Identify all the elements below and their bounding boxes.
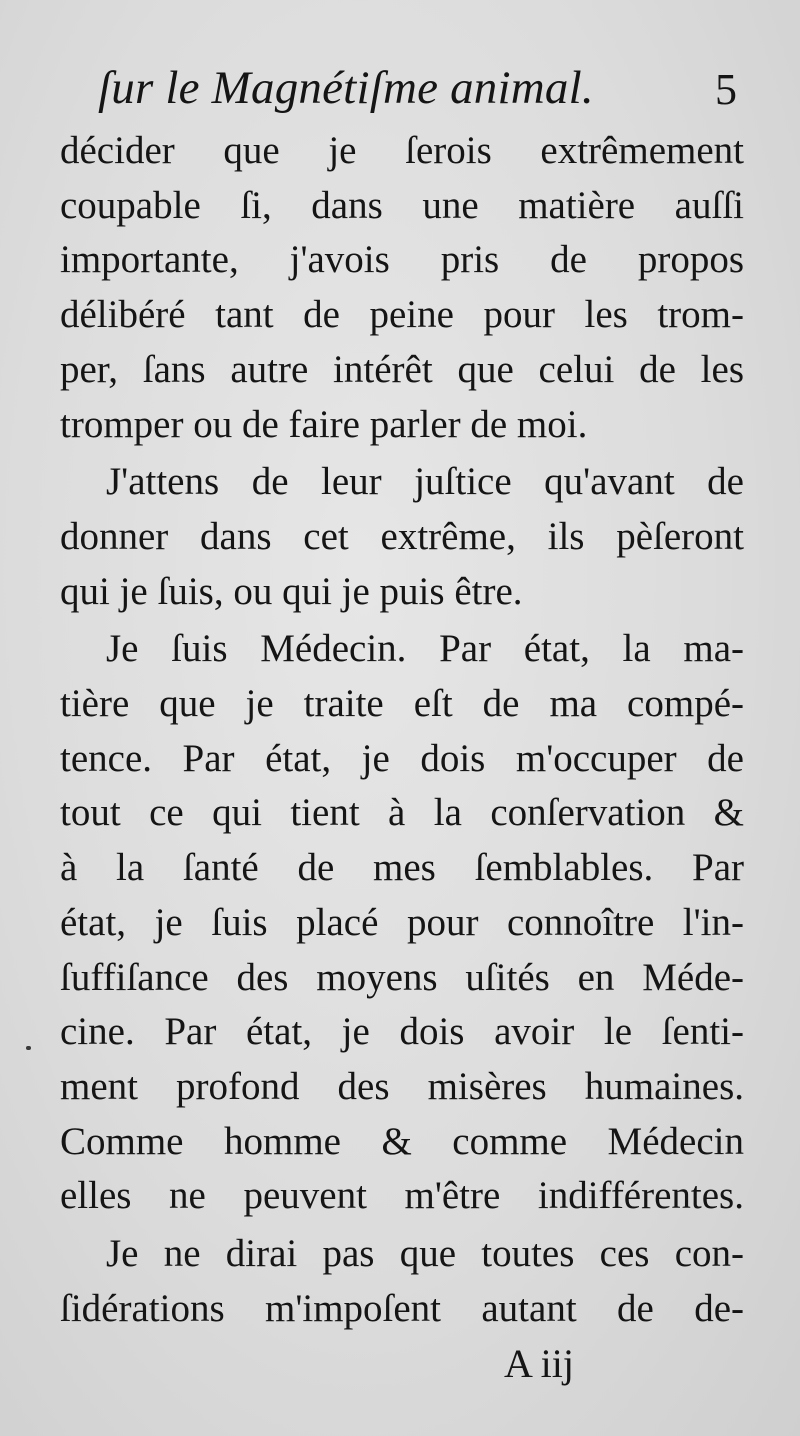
text-line: à la ſanté de mes ſemblables. Par (60, 846, 744, 890)
text-line: elles ne peuvent m'être indifférentes. (60, 1174, 744, 1218)
paragraph (60, 622, 744, 1224)
text-line: tout ce qui tient à la conſervation & (60, 791, 744, 835)
text-line: per, ſans autre intérêt que celui de les (60, 347, 744, 391)
text-line: ſuffiſance des moyens uſités en Méde- (60, 955, 744, 999)
text-line: état, je ſuis placé pour connoître l'in- (60, 900, 744, 944)
text-line: Je ne dirai pas que toutes ces con- (106, 1232, 744, 1276)
text-line: importante, j'avois pris de propos (60, 238, 744, 282)
paragraph (60, 455, 744, 619)
paragraph (60, 1227, 744, 1336)
text-line: tence. Par état, je dois m'occuper de (60, 736, 744, 780)
signature-mark: A iij (504, 1341, 575, 1386)
ink-speck (26, 1046, 31, 1050)
body-text (60, 124, 744, 1336)
text-line: ment profond des misères humaines. (60, 1064, 744, 1108)
page-number: 5 (715, 65, 737, 114)
text-line: J'attens de leur juſtice qu'avant de (106, 460, 744, 504)
running-title: ſur le Magnétiſme animal. (98, 62, 594, 114)
text-line: tromper ou de faire parler de moi. (60, 402, 588, 446)
text-line: délibéré tant de peine pour les trom- (60, 293, 744, 337)
text-line: qui je ſuis, ou qui je puis être. (60, 569, 523, 613)
text-line: cine. Par état, je dois avoir le ſenti- (60, 1010, 744, 1054)
text-line: tière que je traite eſt de ma compé- (60, 682, 744, 726)
text-line: ſidérations m'impoſent autant de de- (60, 1286, 744, 1330)
text-line: Comme homme & comme Médecin (60, 1119, 744, 1163)
page-header (98, 52, 743, 132)
text-line: décider que je ſerois extrêmement (60, 129, 744, 172)
paragraph (60, 124, 744, 452)
text-line: donner dans cet extrême, ils pèſeront (60, 514, 744, 558)
text-line: Je ſuis Médecin. Par état, la ma- (106, 627, 744, 671)
text-line: coupable ſi, dans une matière auſſi (60, 183, 744, 227)
